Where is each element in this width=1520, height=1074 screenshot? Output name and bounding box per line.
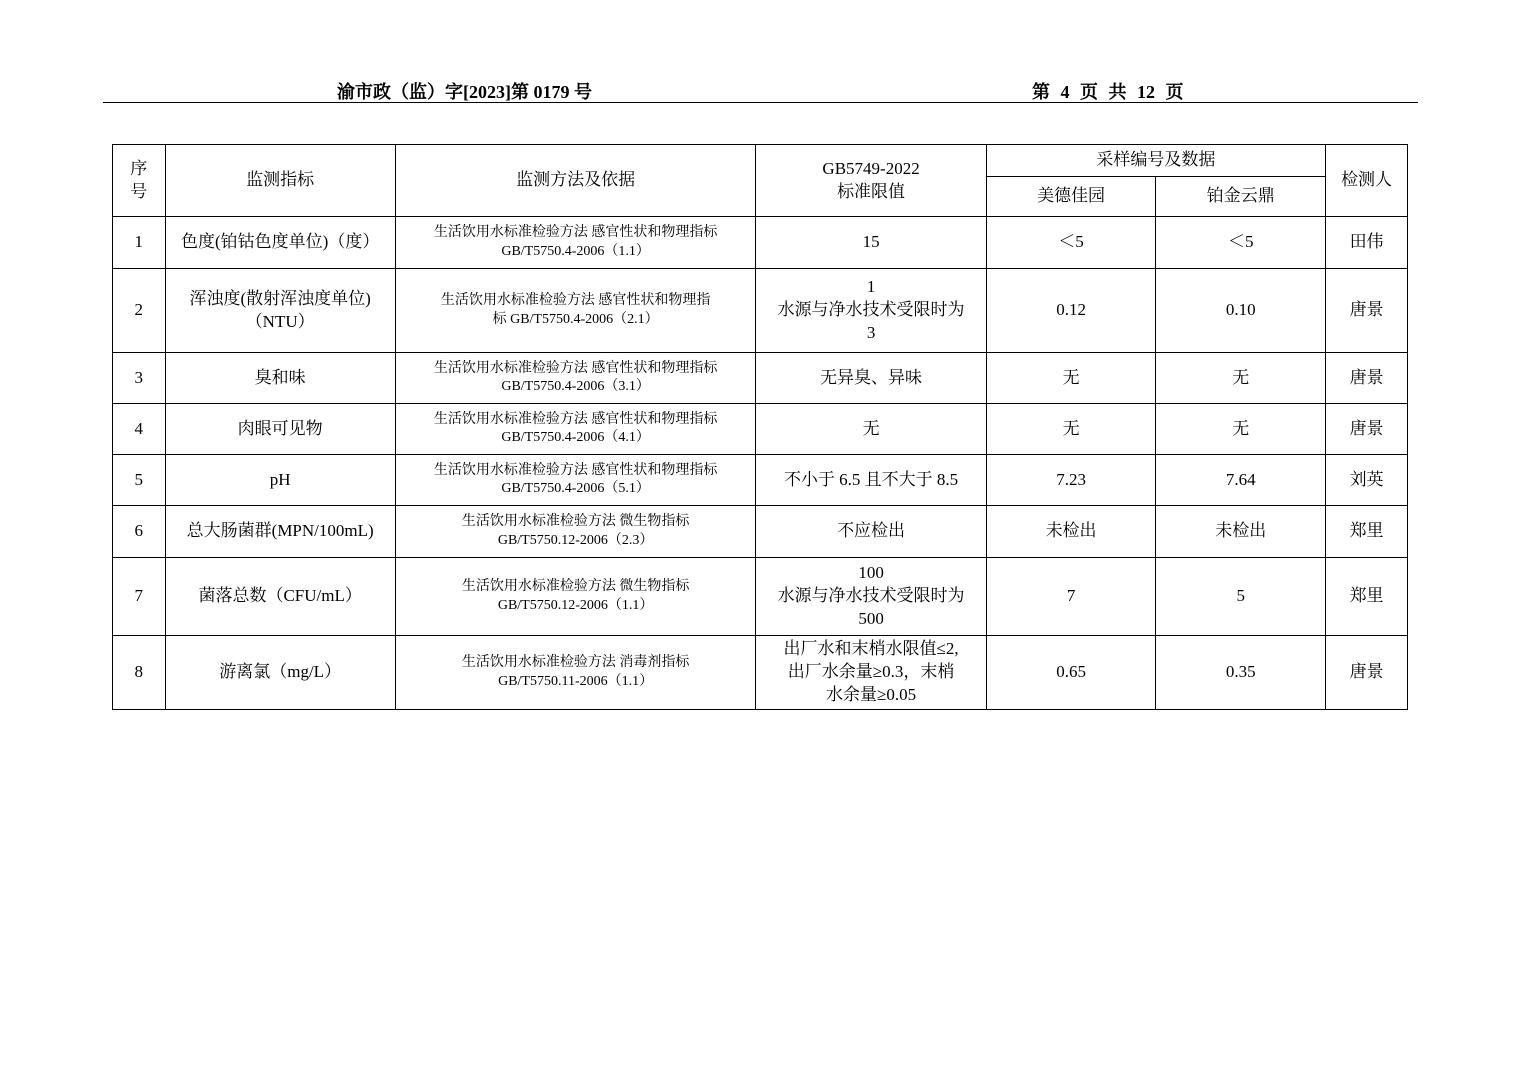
row-limit-line1: 100 xyxy=(858,563,884,583)
table-header xyxy=(113,145,1408,217)
row-method-line2: GB/T5750.4-2006（3.1） xyxy=(501,379,650,394)
column-header-number-line1: 序 xyxy=(130,159,148,179)
row-inspector: 田伟 xyxy=(1326,217,1408,269)
row-limit xyxy=(756,353,986,404)
column-header-site1: 美德佳园 xyxy=(986,177,1156,217)
table-row xyxy=(113,353,1408,404)
row-indicator-line1: 浑浊度(散射浑浊度单位) xyxy=(189,288,371,308)
row-site1-value: 0.65 xyxy=(986,636,1156,710)
table-row xyxy=(113,269,1408,353)
column-header-limit xyxy=(756,145,986,217)
table-row xyxy=(113,636,1408,710)
row-limit xyxy=(756,455,986,506)
row-limit-line2: 水源与净水技术受限时为 xyxy=(777,586,965,606)
row-limit xyxy=(756,558,986,636)
table-row xyxy=(113,404,1408,455)
row-inspector: 唐景 xyxy=(1326,636,1408,710)
row-limit-line3: 500 xyxy=(858,608,884,628)
row-inspector: 唐景 xyxy=(1326,404,1408,455)
row-method-line2: 标 GB/T5750.4-2006（2.1） xyxy=(492,311,659,327)
row-number: 2 xyxy=(113,269,166,353)
row-method xyxy=(395,353,756,404)
row-limit-line1: 不小于 6.5 且不大于 8.5 xyxy=(783,469,959,489)
row-number: 4 xyxy=(113,404,166,455)
row-limit-line1: 无异臭、异味 xyxy=(820,367,923,387)
row-number: 8 xyxy=(113,636,166,710)
row-site2-value: 未检出 xyxy=(1156,506,1326,558)
row-site2-value: 无 xyxy=(1156,404,1326,455)
row-indicator: 色度(铂钴色度单位)（度） xyxy=(165,217,395,269)
row-site2-value: ＜5 xyxy=(1156,217,1326,269)
row-method-line2: GB/T5750.12-2006（1.1） xyxy=(497,597,654,613)
row-number: 5 xyxy=(113,455,166,506)
page-header xyxy=(0,0,1520,110)
row-number: 7 xyxy=(113,558,166,636)
column-header-indicator: 监测指标 xyxy=(165,145,395,217)
row-method-line2: GB/T5750.12-2006（2.3） xyxy=(497,532,654,548)
column-header-number xyxy=(113,145,166,217)
row-site1-value: 7 xyxy=(986,558,1156,636)
row-method xyxy=(395,558,756,636)
row-limit-line3: 3 xyxy=(866,322,876,342)
row-method-line1: 生活饮用水标准检验方法 微生物指标 xyxy=(461,514,690,530)
row-inspector: 郑里 xyxy=(1326,558,1408,636)
row-method-line1: 生活饮用水标准检验方法 感官性状和物理指标 xyxy=(433,360,718,376)
row-method-line1: 生活饮用水标准检验方法 感官性状和物理指标 xyxy=(433,411,718,427)
column-header-limit-line1: GB5749-2022 xyxy=(822,158,920,178)
header-divider xyxy=(103,102,1418,103)
row-method-line1: 生活饮用水标准检验方法 感官性状和物理指 xyxy=(440,293,711,309)
row-method xyxy=(395,269,756,353)
row-limit xyxy=(756,269,986,353)
row-method-line1: 生活饮用水标准检验方法 感官性状和物理指标 xyxy=(433,462,718,478)
row-site2-value: 0.10 xyxy=(1156,269,1326,353)
row-method xyxy=(395,404,756,455)
row-method-line1: 生活饮用水标准检验方法 消毒剂指标 xyxy=(461,655,690,671)
row-limit-line2: 出厂水余量≥0.3，末梢 xyxy=(787,662,955,682)
row-limit-line1: 不应检出 xyxy=(837,521,906,541)
row-method-line2: GB/T5750.11-2006（1.1） xyxy=(498,673,654,689)
row-limit xyxy=(756,506,986,558)
row-method xyxy=(395,455,756,506)
row-site1-value: 未检出 xyxy=(986,506,1156,558)
column-header-sampling-group: 采样编号及数据 xyxy=(986,145,1325,177)
row-site2-value: 0.35 xyxy=(1156,636,1326,710)
monitoring-results-table xyxy=(112,144,1408,710)
row-limit xyxy=(756,636,986,710)
row-limit-line1: 无 xyxy=(862,418,880,438)
row-limit xyxy=(756,404,986,455)
row-indicator: 臭和味 xyxy=(165,353,395,404)
column-header-inspector: 检测人 xyxy=(1326,145,1408,217)
row-site2-value: 7.64 xyxy=(1156,455,1326,506)
row-site1-value: 无 xyxy=(986,404,1156,455)
column-header-limit-line2: 标准限值 xyxy=(837,181,906,201)
column-header-number-line2: 号 xyxy=(130,181,148,201)
row-site2-value: 5 xyxy=(1156,558,1326,636)
row-method xyxy=(395,636,756,710)
row-indicator: 总大肠菌群(MPN/100mL) xyxy=(165,506,395,558)
row-indicator: 菌落总数（CFU/mL） xyxy=(165,558,395,636)
row-inspector: 郑里 xyxy=(1326,506,1408,558)
row-indicator: 游离氯（mg/L） xyxy=(165,636,395,710)
row-method xyxy=(395,506,756,558)
row-indicator xyxy=(165,269,395,353)
row-indicator: pH xyxy=(165,455,395,506)
row-number: 6 xyxy=(113,506,166,558)
row-limit-line1: 15 xyxy=(862,232,880,252)
row-inspector: 唐景 xyxy=(1326,353,1408,404)
column-header-method: 监测方法及依据 xyxy=(395,145,756,217)
row-limit-line2: 水源与净水技术受限时为 xyxy=(777,300,965,320)
page-indicator: 第 4 页 共 12 页 xyxy=(1032,82,1184,102)
row-indicator-line2: （NTU） xyxy=(245,311,315,331)
row-site1-value: ＜5 xyxy=(986,217,1156,269)
row-inspector: 唐景 xyxy=(1326,269,1408,353)
row-method xyxy=(395,217,756,269)
row-site1-value: 0.12 xyxy=(986,269,1156,353)
table-row xyxy=(113,506,1408,558)
row-method-line2: GB/T5750.4-2006（4.1） xyxy=(501,430,650,445)
row-method-line2: GB/T5750.4-2006（5.1） xyxy=(501,481,650,496)
document-number: 渝市政（监）字[2023]第 0179 号 xyxy=(337,82,592,102)
row-inspector: 刘英 xyxy=(1326,455,1408,506)
row-site1-value: 7.23 xyxy=(986,455,1156,506)
row-limit-line1: 1 xyxy=(866,277,876,297)
row-limit-line3: 水余量≥0.05 xyxy=(826,684,917,704)
table-row xyxy=(113,558,1408,636)
column-header-site2: 铂金云鼎 xyxy=(1156,177,1326,217)
row-limit-line1: 出厂水和末梢水限值≤2, xyxy=(783,639,959,659)
row-number: 1 xyxy=(113,217,166,269)
row-site2-value: 无 xyxy=(1156,353,1326,404)
row-number: 3 xyxy=(113,353,166,404)
table-row xyxy=(113,217,1408,269)
row-method-line1: 生活饮用水标准检验方法 感官性状和物理指标 xyxy=(433,225,718,241)
row-method-line2: GB/T5750.4-2006（1.1） xyxy=(501,243,650,259)
table-body xyxy=(113,217,1408,710)
row-indicator: 肉眼可见物 xyxy=(165,404,395,455)
row-limit xyxy=(756,217,986,269)
table-row xyxy=(113,455,1408,506)
row-method-line1: 生活饮用水标准检验方法 微生物指标 xyxy=(461,579,690,595)
row-site1-value: 无 xyxy=(986,353,1156,404)
